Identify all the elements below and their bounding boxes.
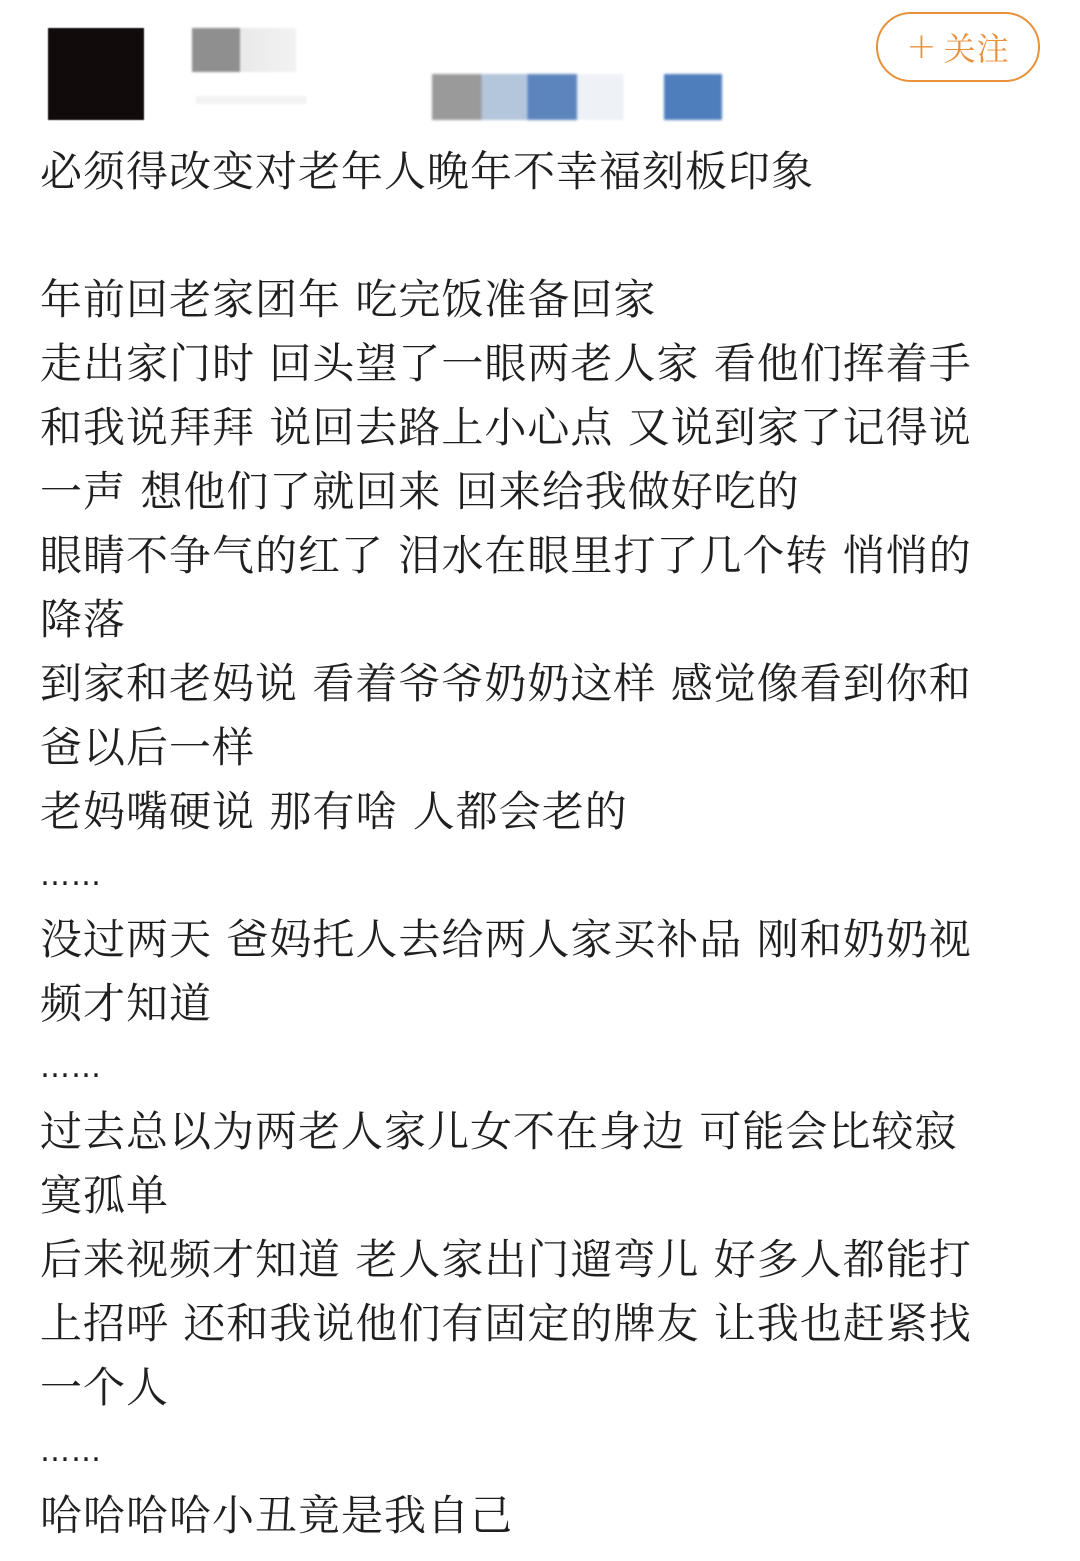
ellipsis-line: …… <box>40 1434 102 1469</box>
blank-line <box>40 204 1030 268</box>
post-text-line: 到家和老妈说 看着爷爷奶奶这样 感觉像看到你和 <box>40 659 972 708</box>
post-text-line: 走出家门时 回头望了一眼两老人家 看他们挥着手 <box>40 339 972 388</box>
post-content <box>40 140 1030 1548</box>
post-text-line: 年前回老家团年 吃完饭准备回家 <box>40 275 657 324</box>
ellipsis-line: …… <box>40 1050 102 1085</box>
post-header <box>0 0 1080 130</box>
post-text-line: 后来视频才知道 老人家出门遛弯儿 好多人都能打 <box>40 1235 972 1284</box>
post-text-line: 哈哈哈哈小丑竟是我自己 <box>40 1491 514 1540</box>
post-text-line: 寞孤单 <box>40 1171 170 1220</box>
post-text-line: 老妈嘴硬说 那有啥 人都会老的 <box>40 787 628 836</box>
post-text-line: 上招呼 还和我说他们有固定的牌友 让我也赶紧找 <box>40 1299 972 1348</box>
post-text-line: 爸以后一样 <box>40 723 256 772</box>
plus-icon: + <box>906 26 938 67</box>
post-text-line: 频才知道 <box>40 979 213 1028</box>
post-text-line: 必须得改变对老年人晚年不幸福刻板印象 <box>40 147 815 196</box>
post-text-line: 降落 <box>40 595 127 644</box>
follow-button[interactable] <box>876 12 1040 82</box>
post-text-line: 和我说拜拜 说回去路上小心点 又说到家了记得说 <box>40 403 972 452</box>
post-text-line: 一个人 <box>40 1363 170 1412</box>
post-text-line: 眼睛不争气的红了 泪水在眼里打了几个转 悄悄的 <box>40 531 972 580</box>
follow-label: 关注 <box>943 30 1010 68</box>
post-text-line: 一声 想他们了就回来 回来给我做好吃的 <box>40 467 800 516</box>
post-text-line: 没过两天 爸妈托人去给两人家买补品 刚和奶奶视 <box>40 915 972 964</box>
username-blurred[interactable] <box>192 28 296 72</box>
ellipsis-line: …… <box>40 858 102 893</box>
avatar[interactable] <box>48 28 144 120</box>
user-meta-blurred <box>196 96 306 104</box>
post-text-line: 过去总以为两老人家儿女不在身边 可能会比较寂 <box>40 1107 958 1156</box>
user-badges-blurred <box>432 74 722 120</box>
